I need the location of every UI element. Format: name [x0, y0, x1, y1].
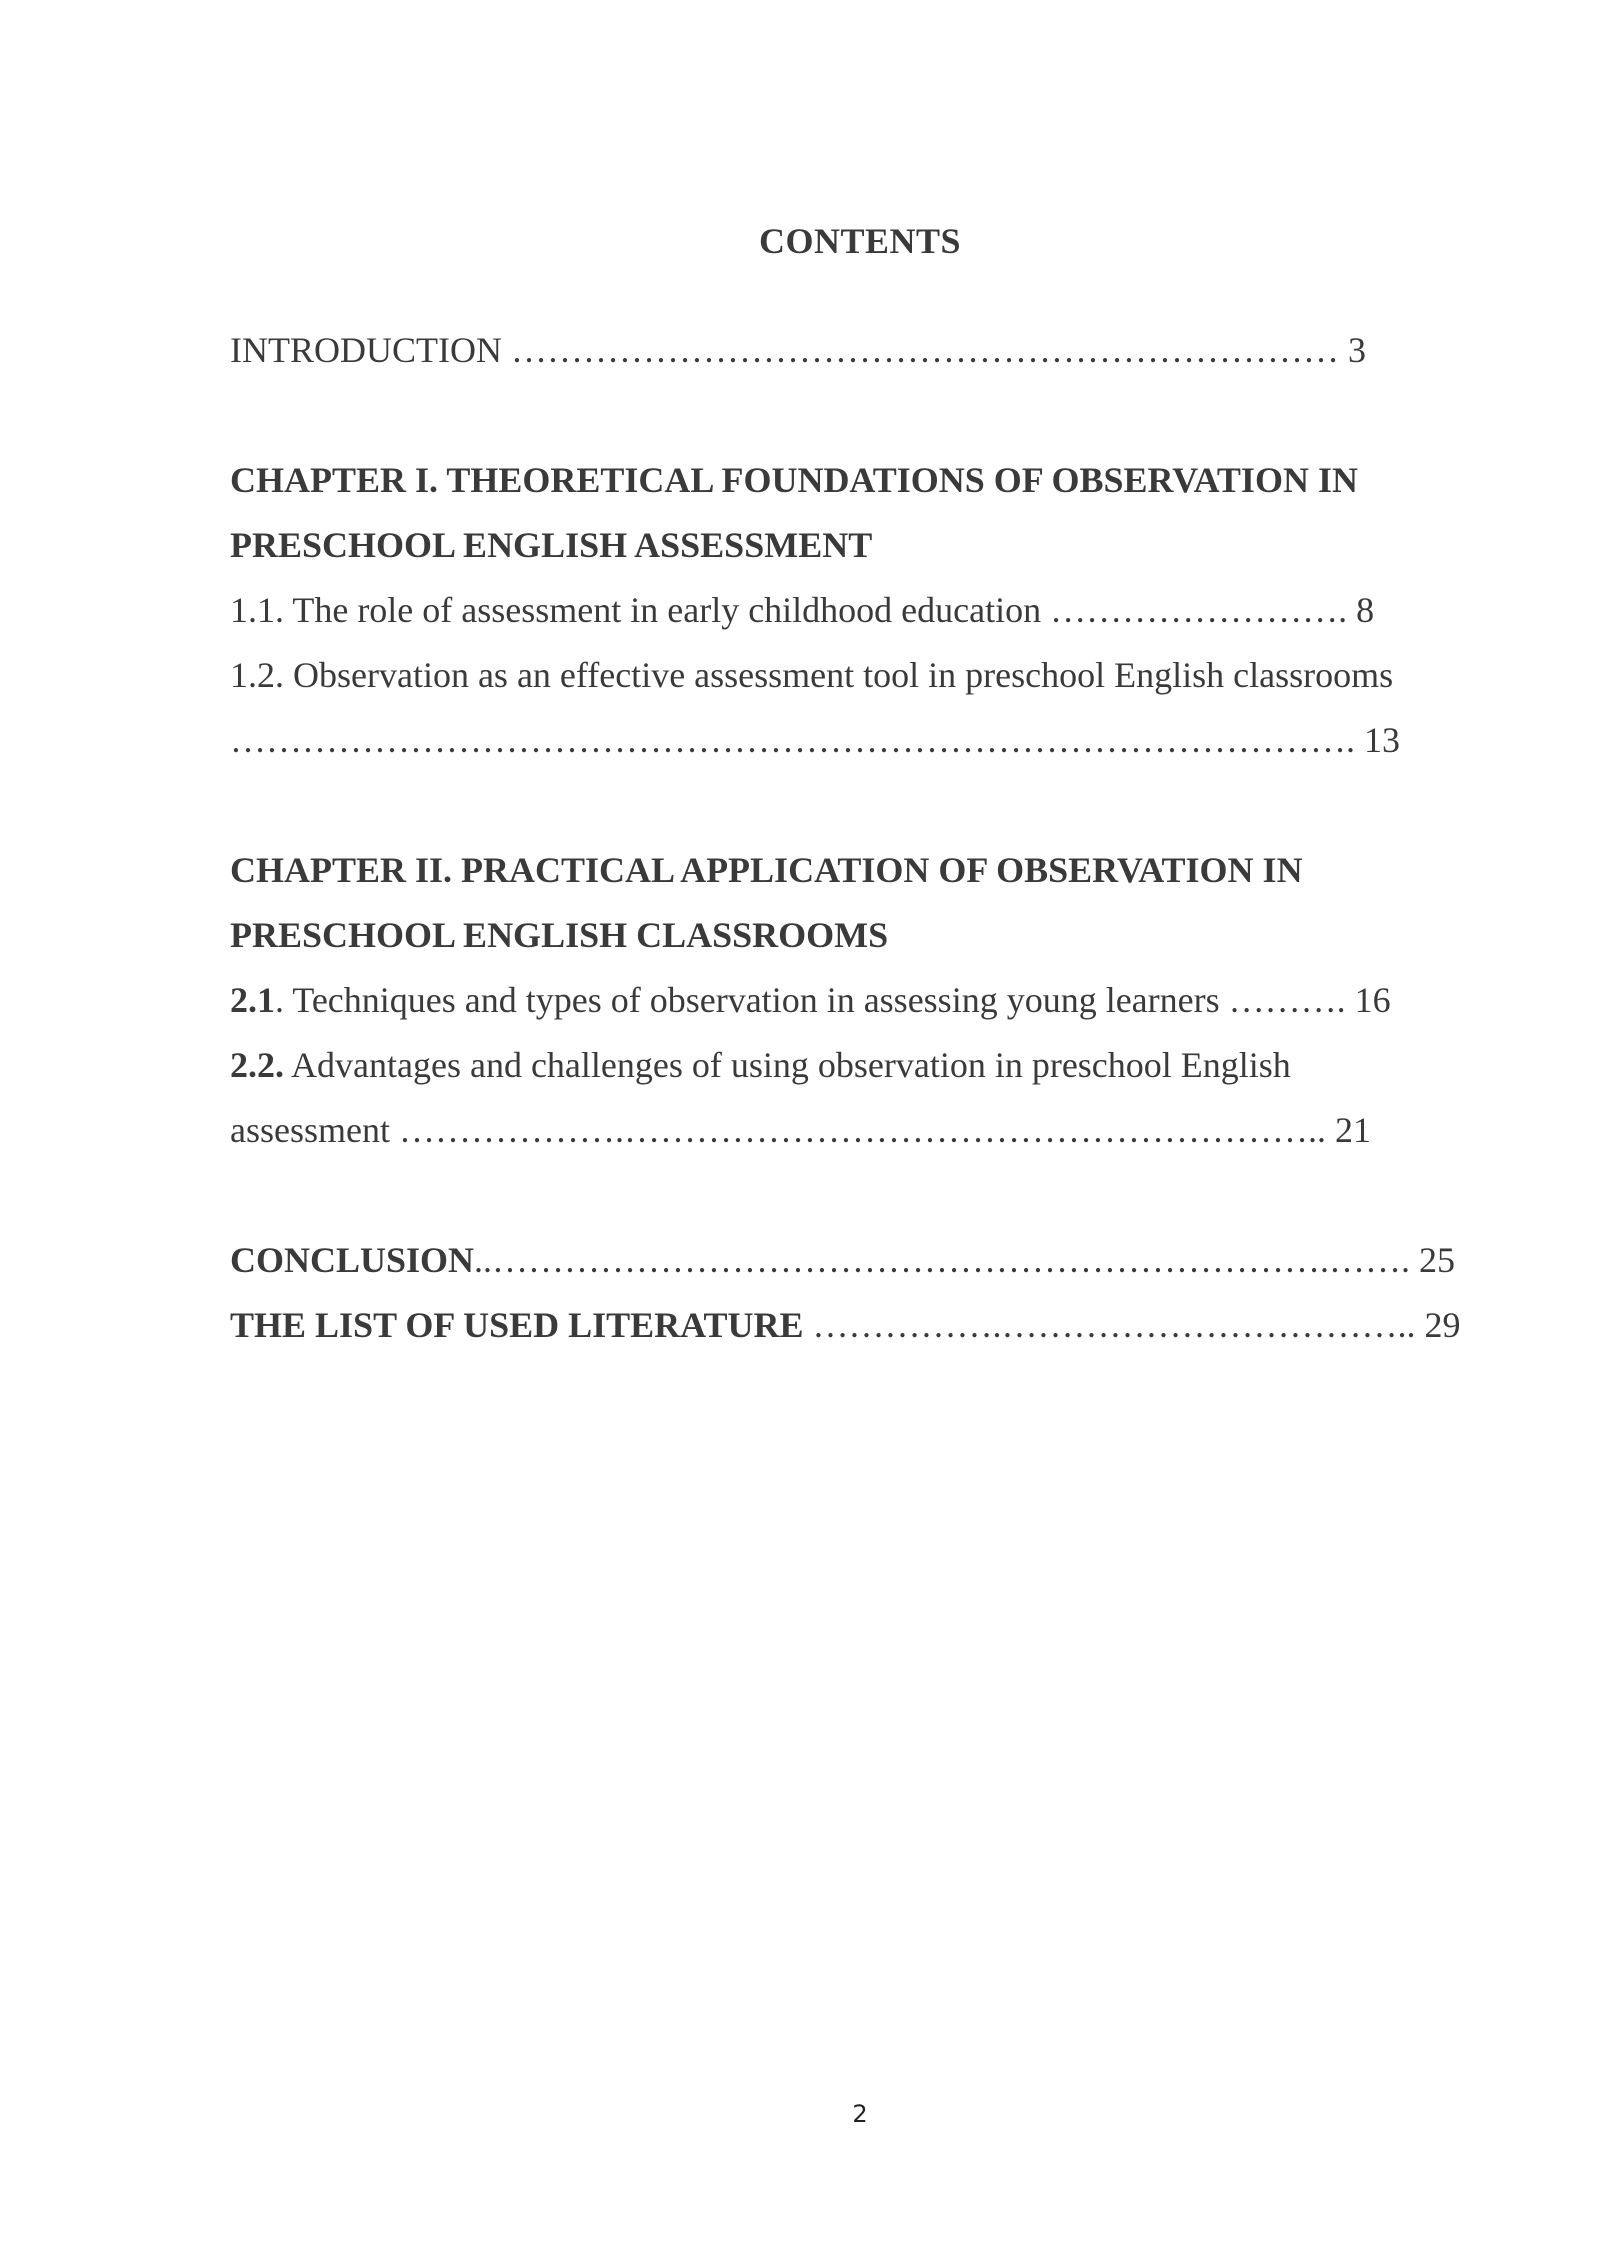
toc-entry-1-1: 1.1. The role of assessment in early childhood education ……………………. 8 — [230, 590, 1375, 630]
toc-literature-label: THE LIST OF USED LITERATURE — [230, 1305, 804, 1345]
toc-entry-2-1 — [230, 968, 1391, 1033]
toc-entry-1-2-line2: …………………………………………………………………………………. 13 — [230, 720, 1400, 760]
toc-introduction-leader: …………………………………………………………… — [510, 330, 1339, 370]
toc-entry-2-2-text: Advantages and challenges of using observation in preschool English — [284, 1045, 1291, 1085]
toc-entry-conclusion — [230, 1228, 1455, 1293]
toc-introduction-page: 3 — [1347, 330, 1366, 370]
toc-conclusion-label: CONCLUSION — [230, 1240, 475, 1280]
toc-introduction-label: INTRODUCTION — [230, 330, 502, 370]
toc-entry-2-1-text: . Techniques and types of observation in assessing young learners ………. 16 — [275, 980, 1391, 1020]
toc-entry-2-2-number: 2.2. — [230, 1045, 284, 1085]
toc-entry-2-2-line1 — [230, 1033, 1291, 1098]
toc-entry-2-1-number: 2.1 — [230, 980, 275, 1020]
toc-conclusion-rest: ..…………………………………………………………….……. 25 — [474, 1240, 1456, 1280]
chapter-1-heading-line1: CHAPTER I. THEORETICAL FOUNDATIONS OF OBSERVATION IN — [230, 460, 1358, 500]
page-number: 2 — [852, 2100, 868, 2128]
toc-entry-2-2-line2: assessment ……………….………………………………………………….. 21 — [230, 1110, 1371, 1150]
toc-entry-literature — [230, 1293, 1461, 1358]
toc-entry-1-2-line1: 1.2. Observation as an effective assessment tool in preschool English classrooms — [230, 655, 1394, 695]
chapter-2-heading-line1: CHAPTER II. PRACTICAL APPLICATION OF OBSERVATION IN — [230, 850, 1303, 890]
chapter-2-heading-line2: PRESCHOOL ENGLISH CLASSROOMS — [230, 915, 889, 955]
chapter-1-heading-line2: PRESCHOOL ENGLISH ASSESSMENT — [230, 525, 873, 565]
toc-literature-rest: …………….…………………………….. 29 — [803, 1305, 1461, 1345]
page-title: CONTENTS — [758, 221, 962, 261]
toc-entry-introduction — [230, 318, 1366, 383]
